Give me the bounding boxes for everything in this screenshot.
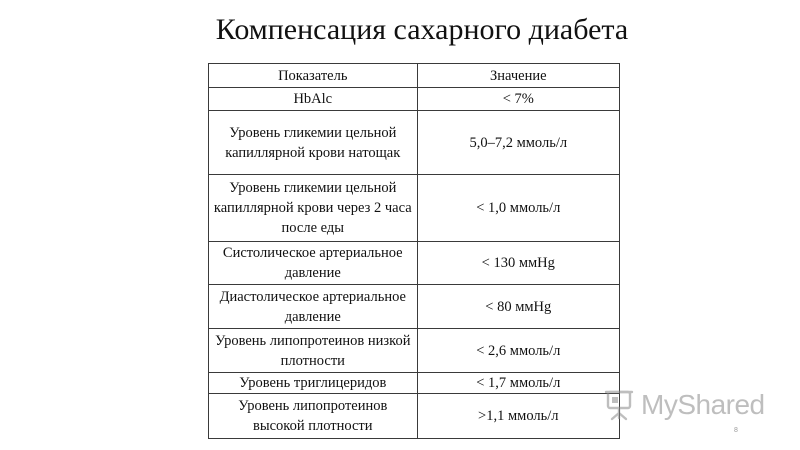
presentation-board-icon: [603, 388, 635, 422]
table-row: [209, 242, 620, 285]
indicator-cell: Уровень гликемии цельной капиллярной крови натощак: [209, 111, 418, 175]
value-cell: 5,0–7,2 ммоль/л: [417, 111, 619, 175]
table-row: [209, 175, 620, 242]
header-indicator: Показатель: [209, 64, 418, 88]
indicator-cell: Уровень триглицеридов: [209, 373, 418, 394]
watermark-text: MyShared: [641, 389, 765, 420]
indicator-cell: Уровень гликемии цельной капиллярной крови через 2 часа после еды: [209, 175, 418, 242]
value-cell: >1,1 ммоль/л: [417, 394, 619, 439]
table-header-row: [209, 64, 620, 88]
page-number: 8: [734, 427, 738, 434]
table-row: [209, 373, 620, 394]
myshared-watermark: [603, 386, 765, 424]
slide-title: Компенсация сахарного диабета: [215, 13, 629, 46]
indicator-cell: Уровень липопротеинов высокой плотности: [209, 394, 418, 439]
table-row: [209, 394, 620, 439]
value-cell: < 1,7 ммоль/л: [417, 373, 619, 394]
table-row: [209, 285, 620, 329]
value-cell: < 2,6 ммоль/л: [417, 329, 619, 373]
indicator-cell: Уровень липопротеинов низкой плотности: [209, 329, 418, 373]
value-cell: < 7%: [417, 88, 619, 111]
value-cell: < 80 ммHg: [417, 285, 619, 329]
value-cell: < 130 ммHg: [417, 242, 619, 285]
table-row: [209, 329, 620, 373]
table-row: [209, 88, 620, 111]
compensation-table: [208, 63, 620, 439]
indicator-cell: Систолическое артериальное давление: [209, 242, 418, 285]
indicator-cell: HbAlc: [209, 88, 418, 111]
table-row: [209, 111, 620, 175]
header-value: Значение: [417, 64, 619, 88]
value-cell: < 1,0 ммоль/л: [417, 175, 619, 242]
indicator-cell: Диастолическое артериальное давление: [209, 285, 418, 329]
